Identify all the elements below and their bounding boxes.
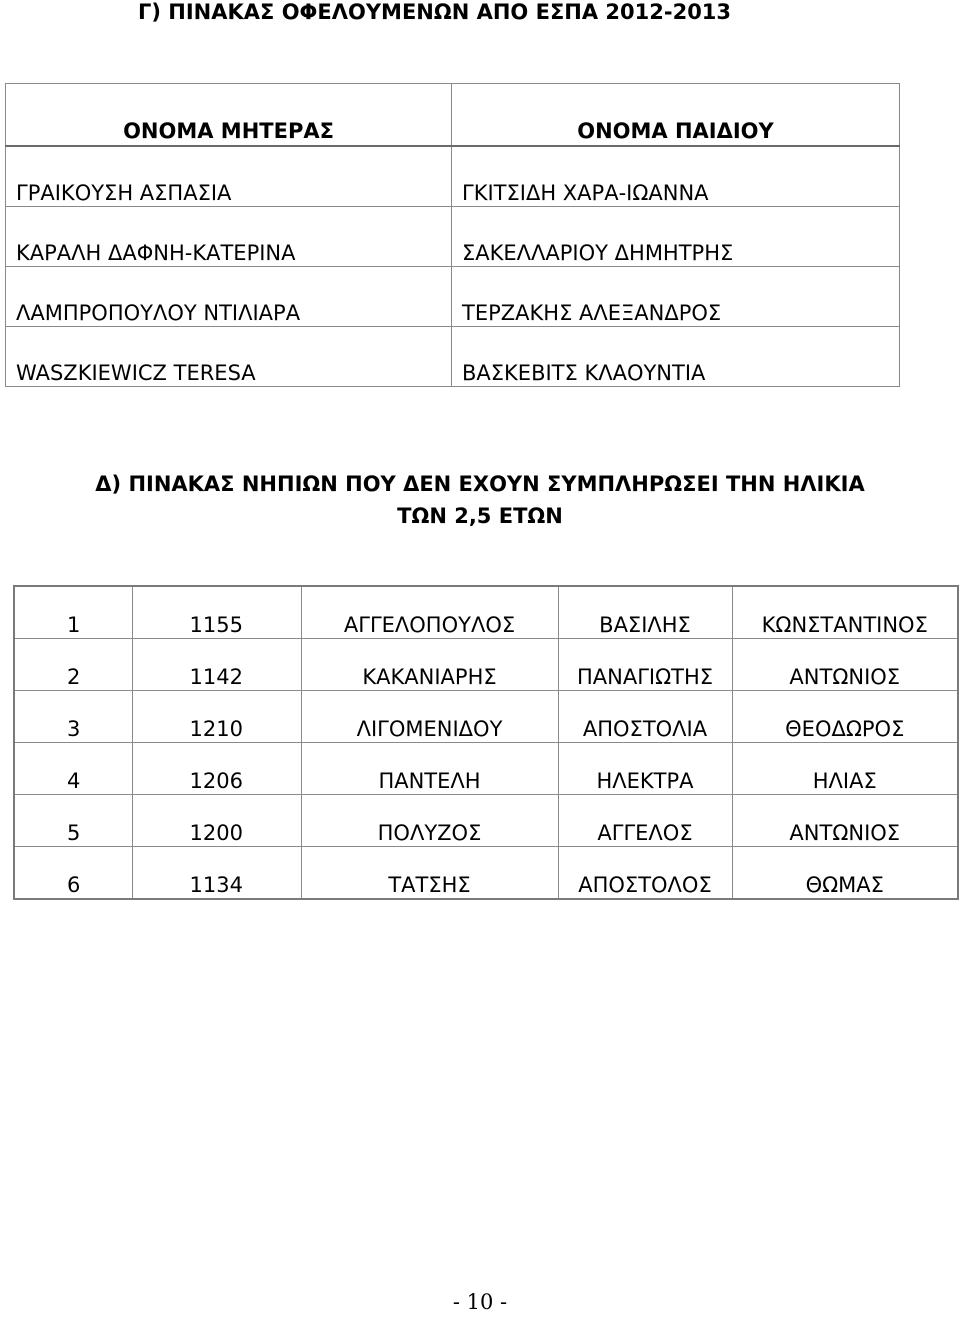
first-name-cell: ΒΑΣΙΛΗΣ [558,586,732,639]
column-header-child-name: ΟΝΟΜΑ ΠΑΙΔΙΟΥ [452,84,900,147]
table-row [14,847,958,900]
table-header-row [6,84,900,147]
row-index-cell: 5 [14,795,132,847]
surname-cell: ΑΓΓΕΛΟΠΟΥΛΟΣ [301,586,558,639]
child-name-cell: ΤΕΡΖΑΚΗΣ ΑΛΕΞΑΝΔΡΟΣ [452,267,900,327]
table-row [6,267,900,327]
father-name-cell: ΘΩΜΑΣ [732,847,958,900]
infants-table [13,585,959,900]
registration-number-cell: 1155 [132,586,301,639]
section-d-title-line-2: ΤΩΝ 2,5 ΕΤΩΝ [397,504,563,528]
mother-name-cell: WASZKIEWICZ TERESA [6,327,452,387]
row-index-cell: 3 [14,691,132,743]
page-number: - 10 - [452,1290,508,1314]
mother-name-cell: ΛΑΜΠΡΟΠΟΥΛΟΥ ΝΤΙΛΙΑΡΑ [6,267,452,327]
section-d-title-line-1: Δ) ΠΙΝΑΚΑΣ ΝΗΠΙΩΝ ΠΟΥ ΔΕΝ ΕΧΟΥΝ ΣΥΜΠΛΗΡΩΣΕΙ ΤΗΝ ΗΛΙΚΙΑ [95,472,865,496]
registration-number-cell: 1206 [132,743,301,795]
registration-number-cell: 1142 [132,639,301,691]
surname-cell: ΤΑΤΣΗΣ [301,847,558,900]
mother-name-cell: ΚΑΡΑΛΗ ΔΑΦΝΗ-ΚΑΤΕΡΙΝΑ [6,207,452,267]
first-name-cell: ΠΑΝΑΓΙΩΤΗΣ [558,639,732,691]
table-row [14,586,958,639]
table-row [14,743,958,795]
beneficiaries-table [5,83,900,387]
section-g-title: Γ) ΠΙΝΑΚΑΣ ΟΦΕΛΟΥΜΕΝΩΝ ΑΠΟ ΕΣΠΑ 2012-2013 [138,0,732,24]
registration-number-cell: 1134 [132,847,301,900]
child-name-cell: ΓΚΙΤΣΙΔΗ ΧΑΡΑ-ΙΩΑΝΝΑ [452,146,900,207]
surname-cell: ΚΑΚΑΝΙΑΡΗΣ [301,639,558,691]
table-row [6,146,900,207]
child-name-cell: ΣΑΚΕΛΛΑΡΙΟΥ ΔΗΜΗΤΡΗΣ [452,207,900,267]
father-name-cell: ΑΝΤΩΝΙΟΣ [732,639,958,691]
row-index-cell: 2 [14,639,132,691]
father-name-cell: ΘΕΟΔΩΡΟΣ [732,691,958,743]
father-name-cell: ΑΝΤΩΝΙΟΣ [732,795,958,847]
mother-name-cell: ΓΡΑΙΚΟΥΣΗ ΑΣΠΑΣΙΑ [6,146,452,207]
surname-cell: ΠΑΝΤΕΛΗ [301,743,558,795]
row-index-cell: 4 [14,743,132,795]
first-name-cell: ΑΓΓΕΛΟΣ [558,795,732,847]
section-d-title [0,468,960,532]
table-row [14,691,958,743]
table-row [6,327,900,387]
child-name-cell: ΒΑΣΚΕΒΙΤΣ ΚΛΑΟΥΝΤΙΑ [452,327,900,387]
table-row [6,207,900,267]
row-index-cell: 6 [14,847,132,900]
first-name-cell: ΑΠΟΣΤΟΛΟΣ [558,847,732,900]
table-row [14,639,958,691]
first-name-cell: ΑΠΟΣΤΟΛΙΑ [558,691,732,743]
registration-number-cell: 1200 [132,795,301,847]
column-header-mother-name: ΟΝΟΜΑ ΜΗΤΕΡΑΣ [6,84,452,147]
surname-cell: ΠΟΛΥΖΟΣ [301,795,558,847]
registration-number-cell: 1210 [132,691,301,743]
father-name-cell: ΚΩΝΣΤΑΝΤΙΝΟΣ [732,586,958,639]
father-name-cell: ΗΛΙΑΣ [732,743,958,795]
table-row [14,795,958,847]
row-index-cell: 1 [14,586,132,639]
surname-cell: ΛΙΓΟΜΕΝΙΔΟΥ [301,691,558,743]
first-name-cell: ΗΛΕΚΤΡΑ [558,743,732,795]
